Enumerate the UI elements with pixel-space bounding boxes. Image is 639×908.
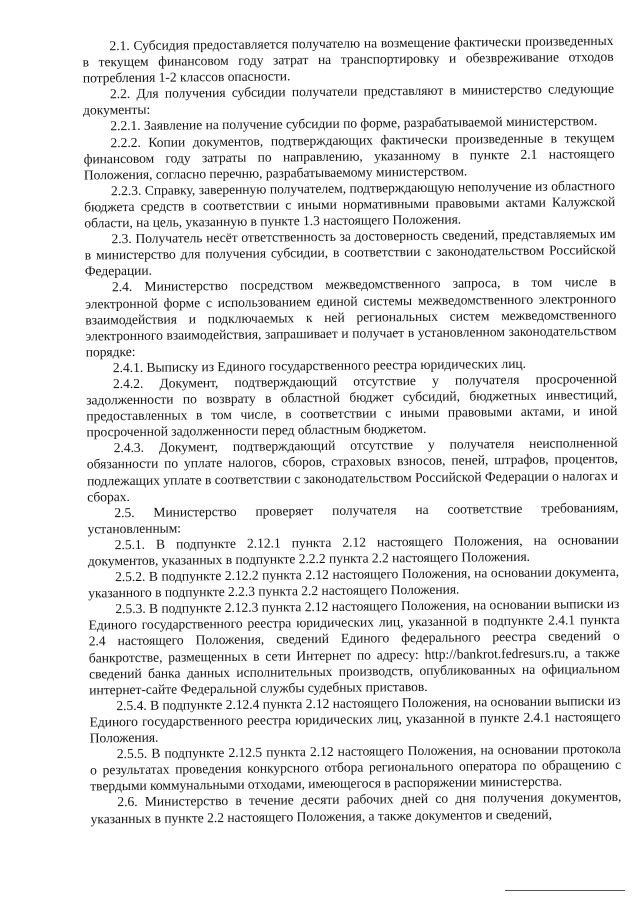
paragraph-2-5-2: 2.5.2. В подпункте 2.12.2 пункта 2.12 настоящего Положения, на основании документа, указанного в подпункте 2.2.3 пункта 2.2 настоящего Положения. — [88, 563, 620, 601]
paragraph-2-2-1: 2.2.1. Заявление на получение субсидии по форме, разрабатываемой министерством. — [110, 113, 598, 134]
paragraph-2-5-1: 2.5.1. В подпункте 2.12.1 пункта 2.12 настоящего Положения, на основании документов, указанных в подпункте 2.2.2 пункта 2.2 настоящего Положения. — [87, 531, 619, 569]
paragraph-2-4-3: 2.4.3. Документ, подтверждающий отсутствие у получателя неисполненной обязанности по уплате налогов, сборов, страховых взносов, пеней, штрафов, процентов, подлежащих уплате в соответствии с законодательством Российской Федерации о налогах и сборах. — [86, 435, 619, 505]
paragraph-2-2-2: 2.2.2. Копии документов, подтверждающих фактически произведенные в текущем финансовом году затраты по направлению, указанному в пункте 2.1 настоящего Положения, согласно перечню, разрабатываемому министерством. — [83, 129, 615, 183]
paragraph-2-5-3: 2.5.3. В подпункте 2.12.3 пункта 2.12 настоящего Положения, на основании выписки из Единого государственного реестра юридических лиц, указанной в подпункте 2.4.1 пункта 2.4 настоящего Положения, сведений Единого федерального реестра сведений о банкротстве, размещенных в сети Интернет по адресу: http://bankrot.fedresurs.ru, а также сведений банка данных исполнительных производств, опубликованных на официальном интернет-сайте Федеральной службы судебных приставов. — [88, 596, 621, 698]
paragraph-2-3: 2.3. Получатель несёт ответственность за достоверность сведений, представляемых им в министерство для получения субсидии, в соответствии с законодательством Российской Федерации. — [84, 226, 616, 279]
paragraph-2-1: 2.1. Субсидия предоставляется получателю на возмещение фактически произведенных в текущем финансовом году затрат на транспортировку и обезвреживание отходов потребления 1-2 классов опасности. — [82, 32, 614, 86]
paragraph-2-4-2: 2.4.2. Документ, подтверждающий отсутствие у получателя просроченной задолженности по возврату в областной бюджет субсидий, бюджетных инвестиций, предоставленных в том числе, в соответствии с иными правовыми актами, и иной просроченной задолженности перед областным бюджетом. — [86, 370, 618, 440]
paragraph-2-4-1: 2.4.1. Выписку из Единого государственного реестра юридических лиц. — [112, 355, 527, 376]
paragraph-2-5: 2.5. Министерство проверяет получателя на соответствие требованиям, установленным: — [87, 499, 619, 537]
page-bottom-rule — [505, 890, 625, 891]
paragraph-2-2-3: 2.2.3. Справку, заверенную получателем, подтверждающую неполучение из областного бюджета средств в соответствии с иными нормативными правовыми актами Калужской области, на цель, указанную в пункте 1.3 настоящего Положения. — [84, 177, 616, 231]
paragraph-2-4: 2.4. Министерство посредством межведомственного запроса, в том числе в электронной форме с использованием единой системы межведомственного электронного взаимодействия и подключаемых к ней региональных систем межведомственного электронного взаимодействия, запрашивает и получает в установленном законодательством порядке: — [85, 274, 617, 360]
paragraph-2-5-5: 2.5.5. В подпункте 2.12.5 пункта 2.12 настоящего Положения, на основании протокола о результатах проведения конкурсного отбора регионального оператора по обращению с твердыми коммунальными отходами, имеющегося в распоряжении министерства. — [89, 741, 622, 794]
paragraph-2-2: 2.2. Для получения субсидии получатели представляют в министерство следующие документы: — [83, 81, 615, 118]
paragraph-2-6: 2.6. Министерство в течение десяти рабочих дней со дня получения документов, указанных в пункте 2.2 настоящего Положения, а также документов и сведений, — [90, 789, 622, 826]
paragraph-2-5-4: 2.5.4. В подпункте 2.12.4 пункта 2.12 настоящего Положения, на основании выписки из Единого государственного реестра юридических лиц, указанной в пункте 2.4.1 настоящего Положения. — [89, 692, 621, 746]
